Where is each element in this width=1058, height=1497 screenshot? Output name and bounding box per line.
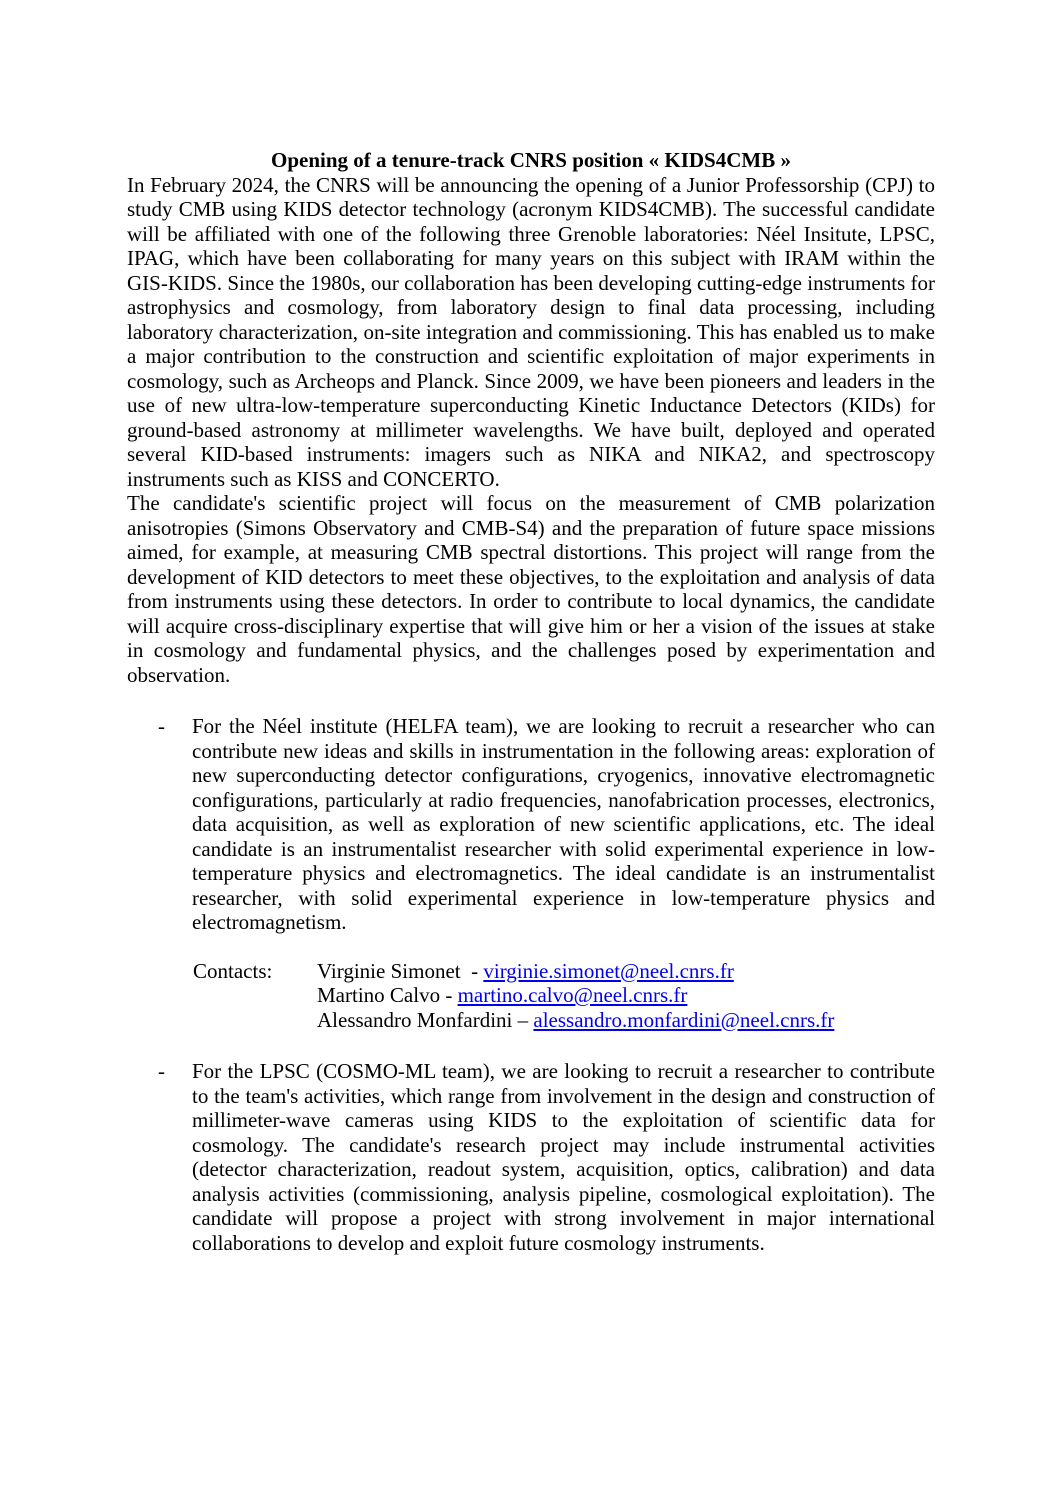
- paragraph-project: The candidate's scientific project will focus on the measurement of CMB polarization anisotropies (Simons Observatory and CMB-S4) and the preparation of future space missions aimed, for example, at measuring CMB spectral distortions. This project will range from the development of KID detectors to meet these objectives, to the exploitation and analysis of data from instruments using these detectors. In order to contribute to local dynamics, the candidate will acquire cross-disciplinary expertise that will give him or her a vision of the issues at stake in cosmology and fundamental physics, and the challenges posed by experimentation and observation.: [127, 491, 935, 687]
- contact-email-link[interactable]: virginie.simonet@neel.cnrs.fr: [483, 958, 734, 983]
- bullet-text-lpsc: For the LPSC (COSMO-ML team), we are looking to recruit a researcher to contribute to the team's activities, which range from involvement in the design and construction of millimeter-wave cameras using KIDS to the exploitation of scientific data for cosmology. The candidate's research project may include instrumental activities (detector characterization, readout system, acquisition, optics, calibration) and data analysis activities (commissioning, analysis pipeline, cosmological exploitation). The candidate will propose a project with strong involvement in major international collaborations to develop and exploit future cosmology instruments.: [192, 1059, 935, 1255]
- contact-name: Virginie Simonet: [317, 958, 461, 983]
- bullet-marker: -: [158, 714, 165, 738]
- bullet-item-neel: [127, 714, 935, 935]
- contact-entries: [317, 959, 834, 1033]
- contact-email-link[interactable]: martino.calvo@neel.cnrs.fr: [457, 983, 688, 1007]
- contact-name: Martino Calvo: [317, 983, 441, 1007]
- contact-separator: -: [440, 983, 458, 1007]
- bullet-item-lpsc: [127, 1059, 935, 1255]
- contact-name: Alessandro Monfardini: [317, 1007, 513, 1032]
- bullet-text-neel: For the Néel institute (HELFA team), we are looking to recruit a researcher who can contribute new ideas and skills in instrumentation in the following areas: exploration of new superconducting detector configurations, cryogenics, innovative electromagnetic configurations, particularly at radio frequencies, nanofabrication processes, electronics, data acquisition, as well as exploration of new scientific applications, etc. The ideal candidate is an instrumentalist researcher with solid experimental experience in low-temperature physics and electromagnetics. The ideal candidate is an instrumentalist researcher, with solid experimental experience in low-temperature physics and electromagnetism.: [192, 714, 935, 934]
- contact-row: [317, 1008, 834, 1033]
- document-content: [127, 0, 935, 1255]
- paragraph-intro: In February 2024, the CNRS will be announcing the opening of a Junior Professorship (CPJ) to study CMB using KIDS detector technology (acronym KIDS4CMB). The successful candidate will be affiliated with one of the following three Grenoble laboratories: Néel Insitute, LPSC, IPAG, which have been collaborating for many years on this subject with IRAM within the GIS-KIDS. Since the 1980s, our collaboration has been developing cutting-edge instruments for astrophysics and cosmology, from laboratory design to final data processing, including laboratory characterization, on-site integration and commissioning. This has enabled us to make a major contribution to the construction and scientific exploitation of major experiments in cosmology, such as Archeops and Planck. Since 2009, we have been pioneers and leaders in the use of new ultra-low-temperature superconducting Kinetic Inductance Detectors (KIDs) for ground-based astronomy at millimeter wavelengths. We have built, deployed and operated several KID-based instruments: imagers such as NIKA and NIKA2, and spectroscopy instruments such as KISS and CONCERTO.: [127, 172, 935, 491]
- contact-row: [317, 959, 834, 984]
- contacts-block: [193, 959, 935, 1033]
- contact-row: [317, 983, 834, 1008]
- bullet-marker: -: [158, 1059, 165, 1083]
- contact-separator: -: [460, 958, 484, 983]
- page-title: Opening of a tenure-track CNRS position « KIDS4CMB »: [271, 148, 791, 172]
- contact-email-link[interactable]: alessandro.monfardini@neel.cnrs.fr: [533, 1007, 835, 1032]
- contact-separator: –: [512, 1007, 534, 1032]
- contacts-label: Contacts:: [193, 958, 273, 983]
